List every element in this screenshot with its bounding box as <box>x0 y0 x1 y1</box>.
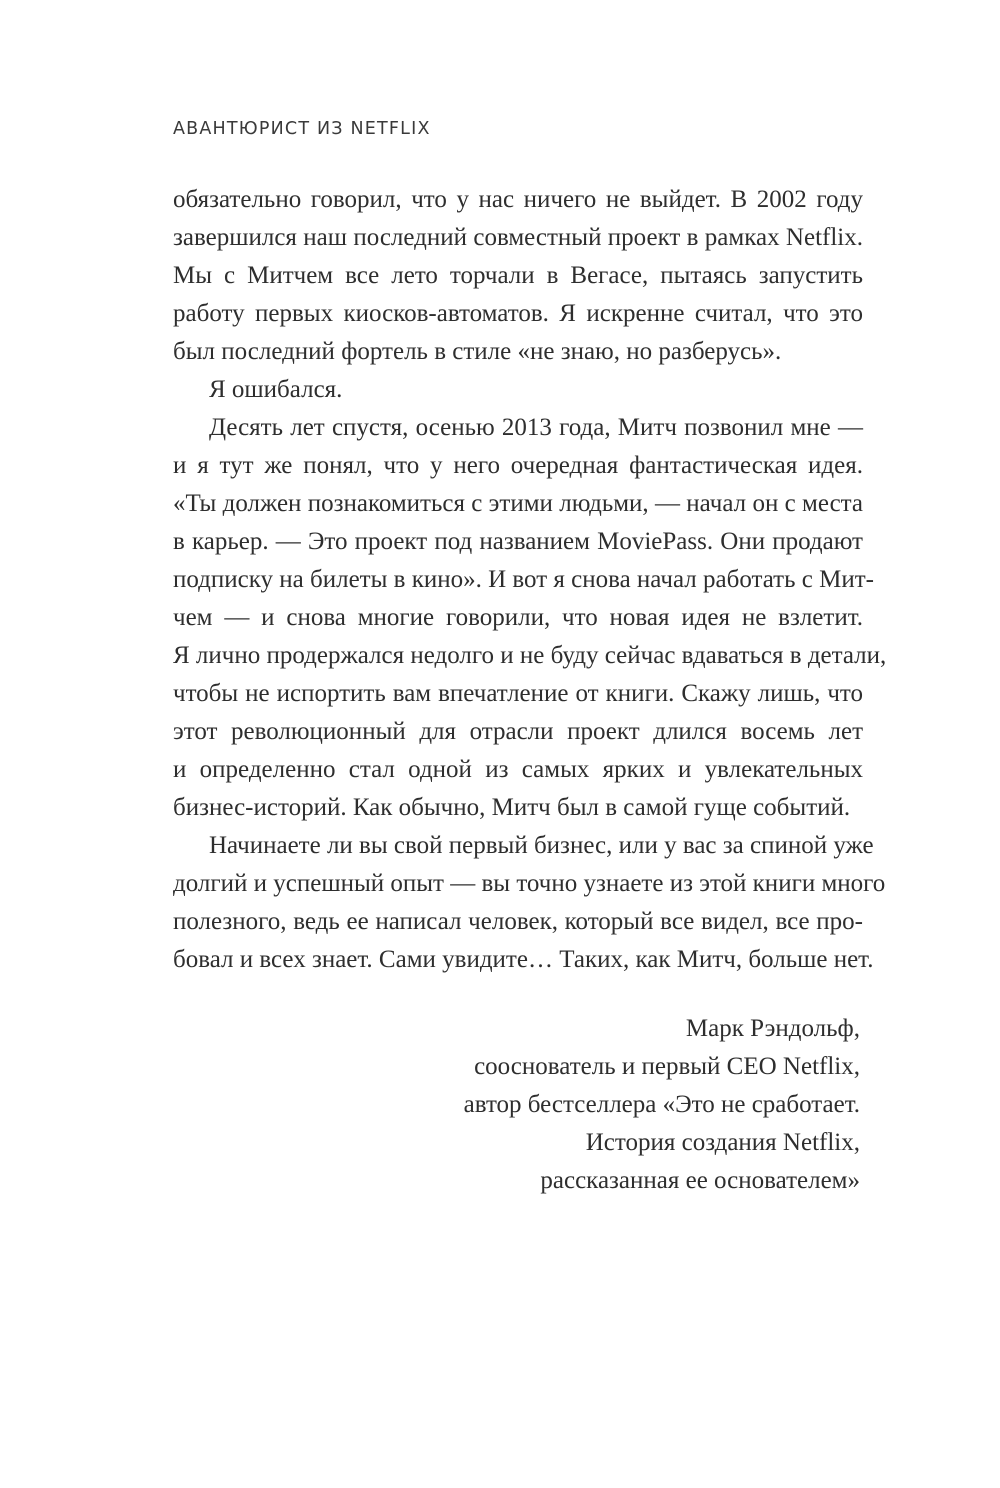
text-line: и я тут же понял, что у него очередная фантастическая идея. <box>173 452 863 479</box>
text-line: долгий и успешный опыт — вы точно узнаете из этой книги много <box>173 870 886 897</box>
paragraph-3 <box>173 409 887 827</box>
text-line: чтобы не испортить вам впечатление от книги. Скажу лишь, что <box>173 680 863 707</box>
text-line: Я ошибался. <box>209 376 343 403</box>
signature-book-line: рассказанная ее основателем» <box>540 1167 860 1194</box>
text-line: Начинаете ли вы свой первый бизнес, или у вас за спиной уже <box>209 832 874 859</box>
signature-book-line: История создания Netflix, <box>585 1129 860 1156</box>
text-line: «Ты должен познакомиться с этими людьми, — начал он с места <box>173 490 863 517</box>
text-line: был последний фортель в стиле «не знаю, но разберусь». <box>173 338 782 365</box>
text-line: завершился наш последний совместный проект в рамках Netflix. <box>173 224 863 251</box>
signature-name: Марк Рэндольф, <box>685 1015 860 1042</box>
text-line: и определенно стал одной из самых ярких и увлекательных <box>173 756 863 783</box>
running-head-title: АВАНТЮРИСТ ИЗ NETFLIX <box>173 119 431 139</box>
text-line: бизнес-историй. Как обычно, Митч был в самой гуще событий. <box>173 794 851 821</box>
text-line: Мы с Митчем все лето торчали в Вегасе, пытаясь запустить <box>173 262 863 289</box>
text-line: чем — и снова многие говорили, что новая идея не взлетит. <box>173 604 863 631</box>
paragraph-4 <box>173 827 886 979</box>
paragraph-1 <box>173 181 863 371</box>
signature-book-line: автор бестселлера «Это не сработает. <box>463 1091 860 1118</box>
text-line: обязательно говорил, что у нас ничего не выйдет. В 2002 году <box>173 186 863 213</box>
text-line: в карьер. — Это проект под названием MoviePass. Они продают <box>173 528 863 555</box>
text-line: подписку на билеты в кино». И вот я снова начал работать с Мит- <box>173 566 874 593</box>
text-line: Десять лет спустя, осенью 2013 года, Митч позвонил мне — <box>209 414 863 441</box>
text-line: этот революционный для отрасли проект длился восемь лет <box>173 718 863 745</box>
paragraph-2 <box>173 371 863 409</box>
signature-role: сооснователь и первый CEO Netflix, <box>474 1053 860 1080</box>
text-line: Я лично продержался недолго и не буду сейчас вдаваться в детали, <box>173 642 887 669</box>
text-line: бовал и всех знает. Сами увидите… Таких, как Митч, больше нет. <box>173 946 874 973</box>
text-line: полезного, ведь ее написал человек, который все видел, все про- <box>173 908 863 935</box>
text-line: работу первых киосков-автоматов. Я искренне считал, что это <box>173 300 863 327</box>
body-text <box>173 181 887 979</box>
author-signature-block <box>464 1010 860 1200</box>
